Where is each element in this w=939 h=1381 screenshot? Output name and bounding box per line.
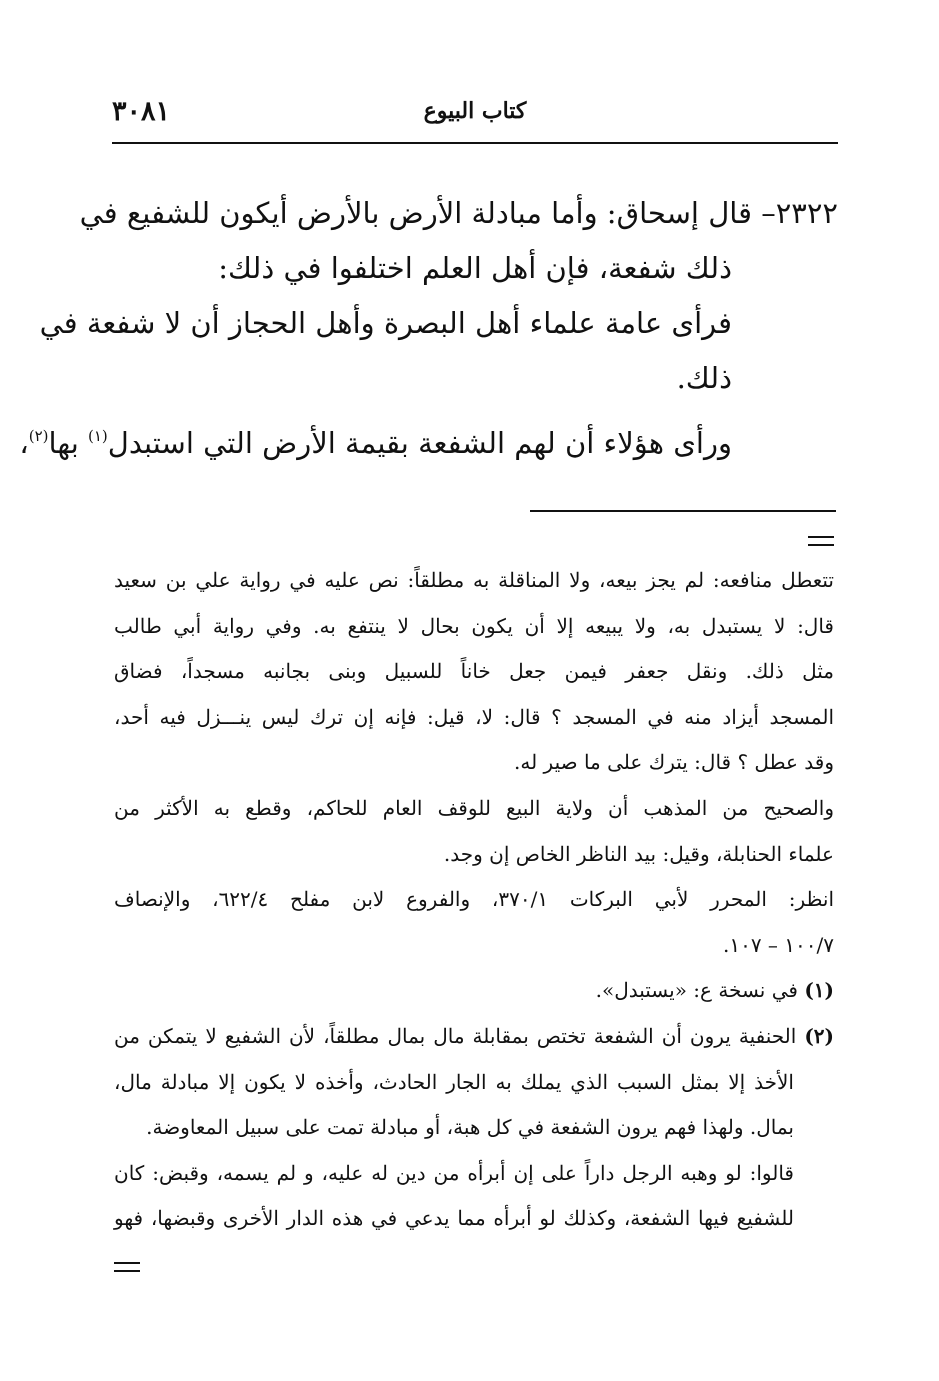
footnote-line: ١٠٠/٧ – ١٠٧.: [722, 932, 834, 957]
footnote-line: والصحيح من المذهب أن ولاية البيع للوقف العام للحاكم، وقطع به الأكثر من: [114, 795, 834, 820]
running-title: كتاب البيوع: [423, 98, 527, 124]
main-text: [19, 186, 838, 471]
header-rule: [112, 142, 838, 144]
continuation-mark: [808, 536, 834, 546]
footnote-2: [114, 1014, 834, 1060]
footnote-marker: (٢): [804, 1023, 834, 1048]
footnote-line: تتعطل منافعه: لم يجز بيعه، ولا المناقلة به مطلقاً: نص عليه في رواية علي بن سعيد: [114, 568, 834, 592]
footnote-text: الحنفية يرون أن الشفعة تختص بمقابلة مال بمال مطلقاً، لأن الشفيع لا يتمكن من: [114, 1023, 805, 1048]
main-line: ذلك شفعة، فإن أهل العلم اختلفوا في ذلك:: [218, 251, 732, 285]
main-line-text: ،: [19, 426, 29, 460]
footnote-line: مثل ذلك. ونقل جعفر فيمن جعل خاناً للسبيل وبنى بجانبه مسجداً، فضاق: [114, 659, 834, 684]
main-line-text: قال إسحاق: وأما مبادلة الأرض بالأرض أيكون للشفيع في: [79, 196, 752, 230]
footnote-line: المسجد أيزاد منه في المسجد ؟ قال: لا، قيل: فإنه إن ترك ليس ينـــزل فيه أحد،: [114, 704, 834, 729]
footnote-line: قال: لا يستبدل به، ولا يبيعه إلا أن يكون بحال لا ينتفع به. وفي رواية أبي طالب: [114, 613, 834, 638]
footnote-line: علماء الحنابلة، وقيل: بيد الناظر الخاص إن وجد.: [443, 841, 834, 866]
footnote-marker: (١): [804, 978, 834, 1003]
footnote-separator: [530, 510, 836, 512]
main-line-text: بها: [48, 426, 88, 460]
continuation-mark: [114, 1262, 140, 1272]
footnote-line: بمال. ولهذا فهم يرون الشفعة في كل هبة، أو مبادلة تمت على سبيل المعاوضة.: [146, 1115, 794, 1140]
main-line: [79, 186, 838, 241]
footnotes: [114, 558, 834, 1242]
footnote-line: الأخذ إلا بمثل السبب الذي يملك به الجار الحادث، وأخذه لا يكون إلا مبادلة مال،: [114, 1069, 794, 1094]
entry-number: ٢٣٢٢–: [761, 196, 838, 230]
page-number: ٣٠٨١: [112, 96, 171, 127]
main-line: فرأى عامة علماء أهل البصرة وأهل الحجاز أن لا شفعة في: [39, 306, 732, 340]
footnote-text: في نسخة ع: «يستبدل».: [595, 978, 805, 1003]
main-line-text: ورأى هؤلاء أن لهم الشفعة بقيمة الأرض التي استبدل: [107, 426, 732, 460]
footnote-ref: (١): [87, 427, 108, 445]
footnote-line: للشفيع فيها الشفعة، وكذلك لو أبرأه مما يدعي في هذه الدار الأخرى وقبضها، فهو: [114, 1206, 794, 1231]
main-line: ذلك.: [676, 361, 732, 395]
footnote-line: قالوا: لو وهبه الرجل داراً على إن أبرأه من دين له عليه، و لم يسمه، وقبض: كان: [114, 1160, 794, 1185]
main-line: [19, 416, 838, 471]
page-header: [112, 96, 838, 134]
footnote-1: [114, 968, 834, 1014]
footnote-ref: (٢): [28, 427, 49, 445]
footnote-line: انظر: المحرر لأبي البركات ٣٧٠/١، والفروع لابن مفلح ٦٢٢/٤، والإنصاف: [114, 887, 835, 912]
footnote-line: وقد عطل ؟ قال: يترك على ما صير له.: [514, 750, 834, 775]
